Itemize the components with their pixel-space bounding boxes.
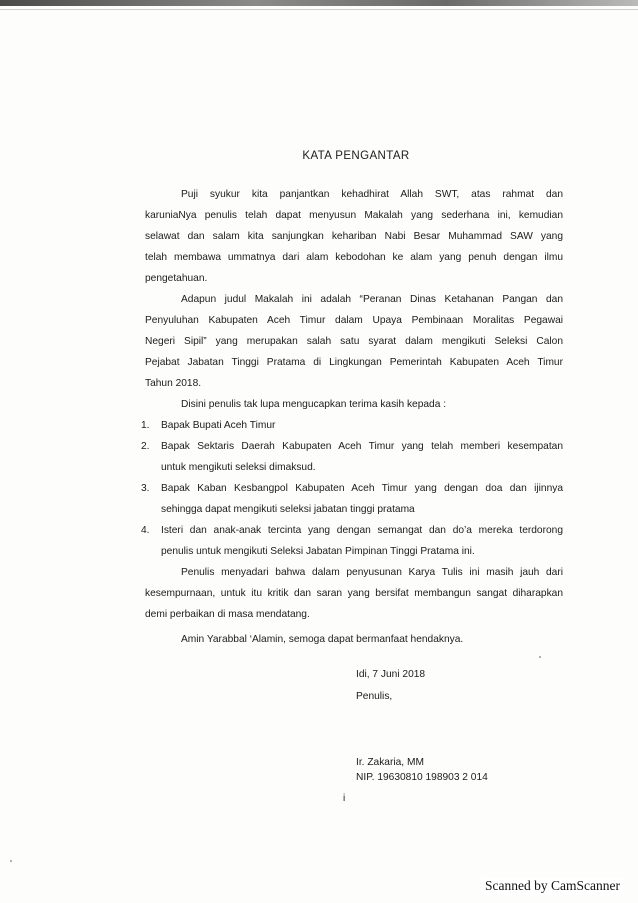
paragraph-line: pengetahuan.: [145, 273, 208, 284]
paragraph-line: Puji syukur kita panjantkan kehadhirat Allah SWT, atas rahmat dan: [181, 189, 563, 200]
page-title: KATA PENGANTAR: [302, 150, 410, 162]
paragraph-line: Amin Yarabbal ‘Alamin, semoga dapat bermanfaat hendaknya.: [181, 634, 464, 645]
paragraph-line: kesempurnaan, untuk itu kritik dan saran yang bersifat membangun sangat diharapkan: [145, 588, 563, 599]
list-line: Isteri dan anak-anak tercinta yang dengan semangat dan do’a mereka terdorong: [161, 525, 563, 536]
thanks-list: [141, 415, 563, 562]
paragraph-2: [145, 289, 563, 394]
list-number: 1.: [141, 420, 150, 431]
list-item: [141, 478, 563, 520]
list-line: Bapak Sektaris Daerah Kabupaten Aceh Timur yang telah memberi kesempatan: [161, 441, 563, 452]
scan-speck: [539, 656, 541, 658]
list-item: [141, 436, 563, 478]
scan-top-line: [0, 9, 638, 10]
paragraph-4: [145, 562, 563, 625]
signatory-nip: NIP. 19630810 198903 2 014: [356, 772, 488, 783]
signatory-name: Ir. Zakaria, MM: [356, 757, 424, 768]
paragraph-line: Negeri Sipil” yang merupakan salah satu syarat dalam mengikuti Seleksi Calon: [145, 336, 563, 347]
list-line: Bapak Bupati Aceh Timur: [161, 420, 276, 431]
list-line: sehingga dapat mengikuti seleksi jabatan tinggi pratama: [161, 504, 415, 515]
paragraph-line: demi perbaikan di masa mendatang.: [145, 609, 310, 620]
paragraph-line: Penyuluhan Kabupaten Aceh Timur dalam Upaya Pembinaan Moralitas Pegawai: [145, 315, 563, 326]
paragraph-line: karuniaNya penulis telah dapat menyusun Makalah yang sederhana ini, kemudian: [145, 210, 563, 221]
list-number: 4.: [141, 525, 150, 536]
list-item: [141, 520, 563, 562]
list-number: 2.: [141, 441, 150, 452]
paragraph-line: Tahun 2018.: [145, 378, 202, 389]
place-date: Idi, 7 Juni 2018: [356, 669, 426, 680]
paragraph-line: Penulis menyadari bahwa dalam penyusunan Karya Tulis ini masih jauh dari: [181, 567, 563, 578]
paragraph-3: [145, 394, 563, 415]
paragraph-line: telah membawa ummatnya dari alam kebodohan ke alam yang penuh dengan ilmu: [145, 252, 563, 263]
paragraph-line: Disini penulis tak lupa mengucapkan terima kasih kepada :: [181, 399, 447, 410]
list-line: untuk mengikuti seleksi dimaksud.: [161, 462, 316, 473]
author-label: Penulis,: [356, 691, 393, 702]
paragraph-line: selawat dan salam kita sanjungkan kehariban Nabi Besar Muhammad SAW yang: [145, 231, 563, 242]
scan-speck: [10, 860, 12, 862]
page-number: i: [343, 793, 346, 804]
paragraph-line: Pejabat Jabatan Tinggi Pratama di Lingkungan Pemerintah Kabupaten Aceh Timur: [145, 357, 563, 368]
paragraph-line: Adapun judul Makalah ini adalah “Peranan Dinas Ketahanan Pangan dan: [181, 294, 563, 305]
list-line: penulis untuk mengikuti Seleksi Jabatan Pimpinan Tinggi Pratama ini.: [161, 546, 475, 557]
paragraph-1: [145, 184, 563, 289]
list-number: 3.: [141, 483, 150, 494]
list-item: [141, 415, 563, 436]
list-line: Bapak Kaban Kesbangpol Kabupaten Aceh Timur yang dengan doa dan ijinnya: [161, 483, 563, 494]
scan-top-edge: [0, 0, 638, 6]
paragraph-5: [145, 629, 563, 650]
camscanner-watermark: Scanned by CamScanner: [481, 877, 624, 895]
